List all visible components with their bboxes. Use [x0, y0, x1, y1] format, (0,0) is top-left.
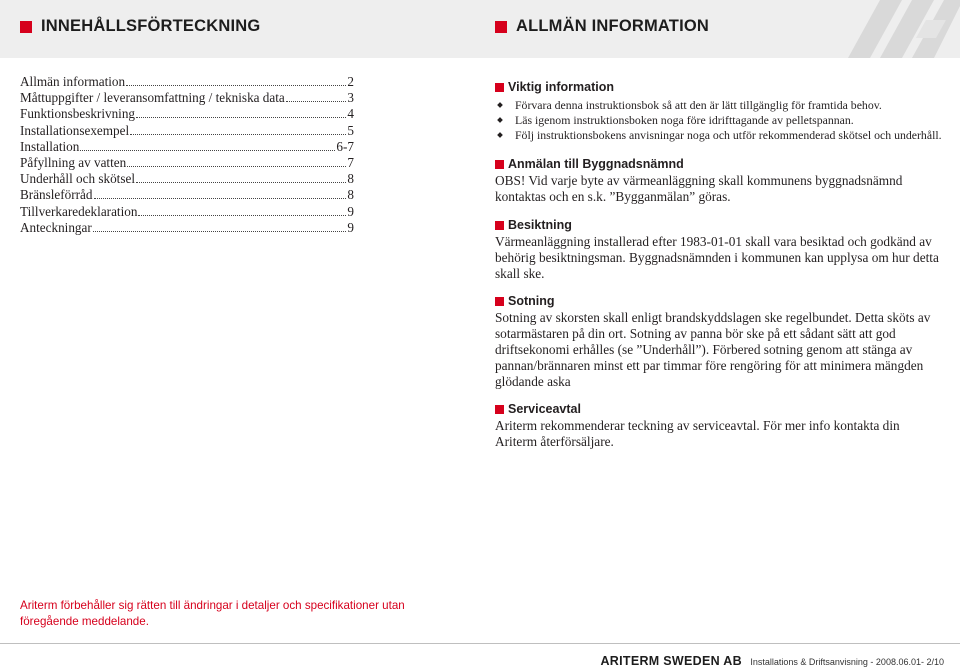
bullet-text: Läs igenom instruktionsboken noga före idrifttagande av pelletspannan.	[515, 113, 854, 127]
red-square-icon	[495, 297, 504, 306]
section-heading	[495, 218, 943, 232]
toc-entry[interactable]	[20, 90, 354, 106]
section-besiktning	[495, 218, 943, 282]
toc-entry-page: 4	[347, 106, 354, 122]
general-info-heading: ALLMÄN INFORMATION	[516, 17, 710, 35]
left-header	[20, 17, 260, 36]
red-square-icon	[495, 221, 504, 230]
red-square-icon	[495, 160, 504, 169]
toc-entry-title: Allmän information	[20, 74, 126, 89]
toc-entry-page: 9	[347, 219, 354, 235]
section-serviceavtal	[495, 402, 943, 450]
toc-heading: INNEHÅLLSFÖRTECKNING	[41, 17, 261, 35]
toc-leader-dots	[93, 231, 347, 232]
toc-entry-page: 8	[347, 187, 354, 203]
toc-entry-page: 7	[347, 155, 354, 171]
section-title: Serviceavtal	[508, 402, 581, 416]
toc-leader-dots	[138, 215, 346, 216]
red-square-icon	[20, 21, 32, 33]
bullet-item	[495, 113, 943, 128]
table-of-contents	[20, 74, 354, 236]
diamond-bullet-icon	[497, 132, 503, 138]
section-heading	[495, 80, 943, 94]
section-viktig-information	[495, 80, 943, 143]
toc-entry[interactable]	[20, 187, 354, 203]
section-heading	[495, 157, 943, 171]
bullet-text: Förvara denna instruktionsbok så att den är lätt tillgänglig för framtida behov.	[515, 98, 882, 112]
section-text: OBS! Vid varje byte av värmeanläggning skall kommunens byggnadsnämnd kontaktas och en s.k. ”Bygganmälan” göras.	[495, 173, 903, 204]
toc-entry[interactable]	[20, 123, 354, 139]
toc-entry-title: Måttuppgifter / leveransomfattning / tekniska data	[20, 90, 285, 106]
toc-entry-title: Anteckningar	[20, 219, 92, 235]
toc-entry-page: 2	[347, 74, 354, 89]
toc-leader-dots	[286, 101, 347, 102]
toc-entry-title: Bränsleförråd	[20, 187, 93, 203]
diamond-bullet-icon	[497, 117, 503, 123]
toc-entry[interactable]	[20, 139, 354, 155]
toc-leader-dots	[136, 117, 346, 118]
toc-leader-dots	[126, 85, 346, 86]
bullet-text: Följ instruktionsbokens anvisningar noga och utför rekommenderad skötsel och underhåll.	[515, 128, 942, 142]
toc-entry-title: Underhåll och skötsel	[20, 171, 135, 187]
bullet-item	[495, 128, 943, 143]
toc-entry[interactable]	[20, 155, 354, 171]
section-title: Viktig information	[508, 80, 615, 94]
toc-entry-page: 6-7	[336, 138, 354, 154]
toc-entry-title: Installation	[20, 138, 80, 154]
red-square-icon	[495, 405, 504, 414]
toc-entry[interactable]	[20, 106, 354, 122]
disclaimer-footnote: Ariterm förbehåller sig rätten till ändringar i detaljer och specifikationer utan föregående meddelande.	[20, 599, 405, 628]
section-title: Besiktning	[508, 218, 572, 232]
page-footer	[600, 652, 944, 670]
diamond-bullet-icon	[497, 102, 503, 108]
toc-leader-dots	[130, 134, 346, 135]
toc-entry-title: Installationsexempel	[20, 122, 130, 138]
section-sotning	[495, 294, 943, 390]
toc-leader-dots	[127, 166, 346, 167]
toc-entry-title: Påfyllning av vatten	[20, 155, 127, 171]
footer-divider	[0, 643, 960, 644]
toc-entry-title: Tillverkaredeklaration	[20, 203, 138, 219]
section-heading	[495, 294, 943, 308]
company-name: ARITERM SWEDEN AB	[600, 654, 742, 668]
toc-leader-dots	[136, 182, 346, 183]
section-title: Sotning	[508, 294, 555, 308]
document-info: Installations & Driftsanvisning - 2008.06.01- 2/10	[750, 657, 944, 667]
right-header	[495, 17, 709, 36]
toc-entry-page: 5	[347, 122, 354, 138]
section-anmalan	[495, 157, 943, 205]
toc-entry-page: 8	[347, 171, 354, 187]
bullet-item	[495, 98, 943, 113]
decorative-stripes-icon	[840, 0, 960, 58]
section-heading	[495, 402, 943, 416]
toc-entry[interactable]	[20, 74, 354, 90]
toc-entry-title: Funktionsbeskrivning	[20, 106, 136, 122]
section-title: Anmälan till Byggnadsnämnd	[508, 157, 684, 171]
toc-leader-dots	[80, 150, 335, 151]
toc-entry[interactable]	[20, 220, 354, 236]
bullet-list	[495, 98, 943, 143]
toc-entry-page: 9	[347, 203, 354, 219]
general-information-column	[495, 80, 943, 450]
section-text: Värmeanläggning installerad efter 1983-01-01 skall vara besiktad och godkänd av behörig besiktningsman. Byggnadsnämnden i kommunen kan upplysa om hur detta skall ske.	[495, 234, 939, 281]
red-square-icon	[495, 21, 507, 33]
section-text: Sotning av skorsten skall enligt brandskyddslagen ske regelbundet. Detta sköts av sotarmästaren på din ort. Sotning av panna bör ske på ett sådant sätt att god driftsekonomi erhålles (se ”Underhåll”). Förbered sotning genom att stänga av pannan/brännaren minst ett par timmar före rengöring för att minimera mängden glödande aska	[495, 310, 931, 389]
red-square-icon	[495, 83, 504, 92]
toc-entry[interactable]	[20, 171, 354, 187]
toc-entry[interactable]	[20, 204, 354, 220]
toc-leader-dots	[94, 198, 347, 199]
toc-entry-page: 3	[347, 90, 354, 106]
section-text: Ariterm rekommenderar teckning av serviceavtal. För mer info kontakta din Ariterm återförsäljare.	[495, 418, 900, 449]
